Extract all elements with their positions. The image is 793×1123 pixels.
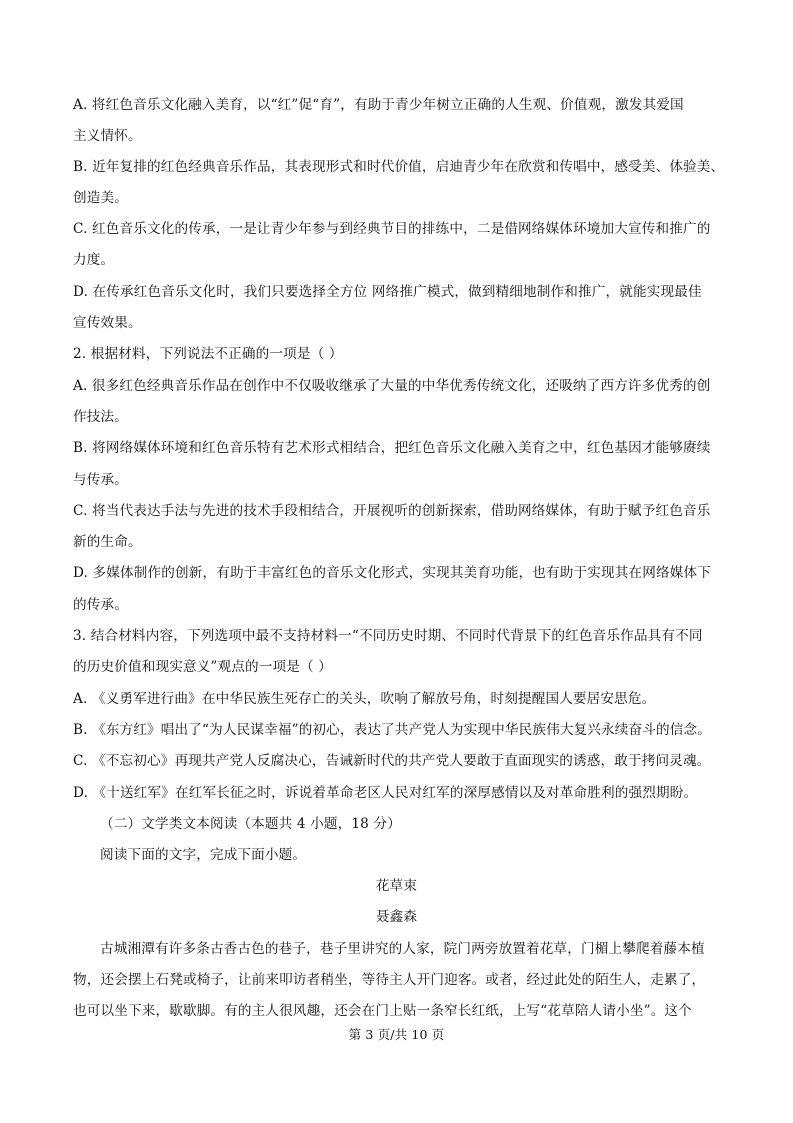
q2-option-a-line2: 作技法。	[73, 409, 128, 425]
story-paragraph-line2: 物，还会摆上石凳或椅子，让前来叩访者稍坐，等待主人开门迎客。或者，经过此处的陌生人，走累了，	[73, 972, 706, 988]
q2-option-c-line2: 新的生命。	[73, 534, 142, 550]
q2-stem: 2. 根据材料，下列说法不正确的一项是（ ）	[73, 346, 343, 362]
section-heading: （二）文学类文本阅读（本题共 4 小题，18 分）	[100, 816, 401, 832]
q3-stem-line2: 的历史价值和现实意义”观点的一项是（ ）	[73, 659, 332, 675]
story-title: 花草束	[375, 878, 418, 894]
q1-option-d-line1: D. 在传承红色音乐文化时，我们只要选择全方位 网络推广模式，做到精细地制作和推广，就能实现最佳	[73, 284, 702, 300]
q3-stem-line1: 3. 结合材料内容，下列选项中最不支持材料一“不同历史时期、不同时代背景下的红色音乐作品具有不同	[73, 628, 703, 644]
q2-option-b-line2: 与传承。	[73, 472, 128, 488]
q1-option-b-line1: B. 近年复排的红色经典音乐作品，其表现形式和时代价值，启迪青少年在欣赏和传唱中，感受美、体验美、	[73, 159, 725, 175]
story-paragraph-line1: 古城湘潭有许多条古香古色的巷子，巷子里讲究的人家，院门两旁放置着花草，门楣上攀爬着藤本植	[100, 941, 705, 957]
q3-option-b: B. 《东方红》唱出了“为人民谋幸福”的初心，表达了共产党人为实现中华民族伟大复兴永续奋斗的信念。	[73, 722, 712, 738]
q1-option-a-line2: 主义情怀。	[73, 128, 142, 144]
q1-option-a-line1: A. 将红色音乐文化融入美育，以“红”促“育”，有助于青少年树立正确的人生观、价值观，激发其爱国	[73, 97, 684, 113]
q2-option-a-line1: A. 很多红色经典音乐作品在创作中不仅吸收继承了大量的中华优秀传统文化，还吸纳了西方许多优秀的创	[73, 378, 711, 394]
q2-option-b-line1: B. 将网络媒体环境和红色音乐特有艺术形式相结合，把红色音乐文化融入美育之中，红色基因才能够赓续	[73, 440, 711, 456]
q3-option-d: D. 《十送红军》在红军长征之时，诉说着革命老区人民对红军的深厚感情以及对革命胜利的强烈期盼。	[73, 785, 698, 801]
q1-option-b-line2: 创造美。	[73, 190, 128, 206]
q3-option-c: C. 《不忘初心》再现共产党人反腐决心，告诫新时代的共产党人要敢于直面现实的诱惑，敢于拷问灵魂。	[73, 753, 711, 769]
story-paragraph-line3: 也可以坐下来，歇歇脚。有的主人很风趣，还会在门上贴一条窄长红纸，上写“花草陪人请小坐”。这个	[73, 1003, 692, 1019]
q2-option-c-line1: C. 将当代表达手法与先进的技术手段相结合，开展视听的创新探索，借助网络媒体，有助于赋予红色音乐	[73, 503, 711, 519]
q1-option-c-line1: C. 红色音乐文化的传承，一是让青少年参与到经典节目的排练中，二是借网络媒体环境加大宣传和推广的	[73, 221, 711, 237]
q2-option-d-line1: D. 多媒体制作的创新，有助于丰富红色的音乐文化形式，实现其美育功能，也有助于实现其在网络媒体下	[73, 565, 711, 581]
q1-option-d-line2: 宣传效果。	[73, 315, 142, 331]
q1-option-c-line2: 力度。	[73, 252, 115, 268]
q2-option-d-line2: 的传承。	[73, 597, 128, 613]
story-author: 聂鑫森	[375, 909, 418, 925]
q3-option-a: A. 《义勇军进行曲》在中华民族生死存亡的关头，吹响了解放号角，时刻提醒国人要居安思危。	[73, 691, 656, 707]
reading-instruction: 阅读下面的文字，完成下面小题。	[100, 847, 307, 863]
page-footer: 第 3 页/共 10 页	[348, 1027, 445, 1042]
